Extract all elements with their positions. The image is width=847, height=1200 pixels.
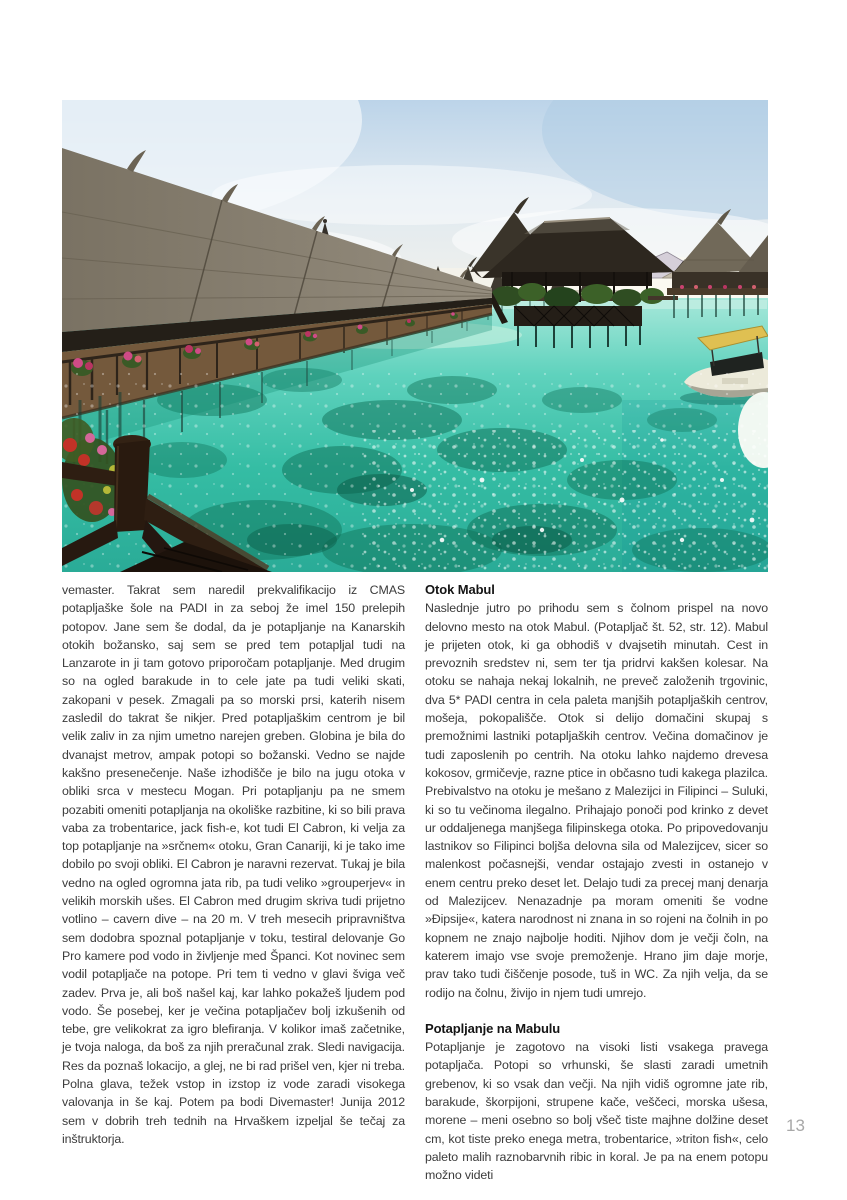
section-paragraph: Naslednje jutro po prihodu sem s čolnom prispel na novo delovno mesto na otok Mabul. (Potapljač št. 52, str. 12). Mabul je prijeten otok, ki ga obhodiš v dvajsetih minutah. Cest in prevoznih sredstev ni, sem ter tja pridrvi kakšen kolesar. Na otoku se nahaja nekaj lokalnih, ne preveč založenih trgovinic, dva 5* PADI centra in cela paleta manjših potapljaških centrov, mošeja, pokopališče. Otok si delijo domačini skupaj s premožnimi lastniki potapljaških centrov. Večina domačinov je tudi zaposlenih po centrih. Na otoku lahko najdemo drevesa kokosov, grmičevje, razne ptice in občasno tudi kakega plazilca. Prebivalstvo na otoku je mešano z Malezijci in Filipinci – Suluki, ki so tu večinoma ilegalno. Prihajajo ponoči pod krinko z devet ur oddaljenega manjšega filipinskega otoka. Po pripovedovanju lastnikov so Filipinci boljša delovna sila od Malezijcev, sicer so malenkost počasnejši, vendar ostajajo zvesti in ostanejo v enem centru preko deset let. Delajo tudi za precej manj denarja od Malezijcev. Nenazadnje pa moram omeniti še vodne »Đipsije«, katera narodnost ni znana in so rojeni na čolnih in po kopnem ne znajo najbolje hoditi. Njihov dom je večji čoln, na katerem imajo vse svoje premoženje. Hrano jim daje morje, prav tako tudi čiščenje posode, tuš in WC. Za njih velja, da se rodijo na čolnu, živijo in njem tudi umrejo.: [425, 601, 768, 1000]
page-number: 13: [786, 1116, 805, 1135]
section-heading: Potapljanje na Mabulu: [425, 1020, 561, 1036]
section-heading: Otok Mabul: [425, 582, 495, 597]
right-column: [425, 581, 768, 1185]
resort-lagoon-photo: [62, 100, 768, 572]
resort-lagoon-illustration: [62, 100, 768, 572]
left-column: [62, 581, 405, 1185]
section-otok-mabul: [425, 581, 768, 1002]
section-potapljanje-na-mabulu: [425, 1020, 768, 1185]
section-paragraph: Potapljanje je zagotovo na visoki listi vsakega pravega potapljača. Potopi so vrhunski, še slasti zaradi umetnih grebenov, ki so vsak dan večji. Na njih vidiš ogromne jate rib, barakude, škorpijoni, strupene kače, veščeci, morska ušesa, morene – meni osebno so bolj všeč tiste majhne dolžine deset cm, kot tiste preko enega metra, trobentarice, »triton fish«, celo paleto malih raznobarvnih ribic in koral. Je pa na enem potopu možno videti: [425, 1040, 768, 1183]
article-body: [62, 581, 768, 1185]
water-sparkles: [62, 370, 768, 572]
left-column-paragraph: vemaster. Takrat sem naredil prekvalifikacijo iz CMAS potapljaške šole na PADI in za seboj že imel 150 prelepih potopov. Jane sem še dodal, da je potapljanje na Kanarskih otokih božansko, saj sem se pred tem potapljal tudi na Lanzarote in ji tam gotovo priporočam potapljanje. Med drugim so na ogled barakude in to cele jate pa tudi veliki skati, zakopani v pesek. Zmagali pa so morski prsi, katerih nisem zasledil do takrat še nikjer. Pred potapljaškim centrom je bil velik zaliv in za njim umetno narejen greben. Globina je bila do dvanajst metrov, ampak potopi so božanski. Vedno se najde kakšno presenečenje. Naše izhodišče je bilo na jugu otoka v obliki srca v mestecu Mogan. Pri potapljanju pa ne smem pozabiti omeniti potapljanja na okoliške razbitine, ki so bili prava vaba za trobentarice, jack fish-e, kot tudi El Cabron, ki velja za top potapljanje na »srčnem« otoku, Gran Canariji, ki je tako ime dobilo po svoji obliki. El Cabron je naravni rezervat. Tukaj je bila vedno na ogled ogromna jata rib, pa tudi veliko »grouperjev« in velikih morskih ušes. El Cabron med drugim skriva tudi prijetno votlino – cavern dive – na 20 m. V treh mesecih pripravništva sem dodobra spoznal potapljanje v toku, testiral delovanje Go Pro kamere pod vodo in življenje med Španci. Kot novinec sem vodil potapljače na potope. Pri tem ti vedno v glavi šviga več zadev. Prva je, ali boš našel kaj, kar lahko pokažeš ljudem pod vodo. Še posebej, ker je večina potapljačev bolj izkušenih od tebe, gre velikokrat za igro blefiranja. V kolikor imaš začetnike, je tvoja naloga, da boš za njih preračunal zrak. Sledi navigacija. Res da poznaš lokacijo, a glej, ne bi rad prišel ven, kjer ni treba. Polna glava, težek vstop in izstop iz vode zaradi visokega valovanja in še kaj. Potem pa bodi Divemaster! Junija 2012 sem v dobrih treh tednih na Hrvaškem izpeljal še tečaj za inštruktorja.: [62, 583, 405, 1146]
